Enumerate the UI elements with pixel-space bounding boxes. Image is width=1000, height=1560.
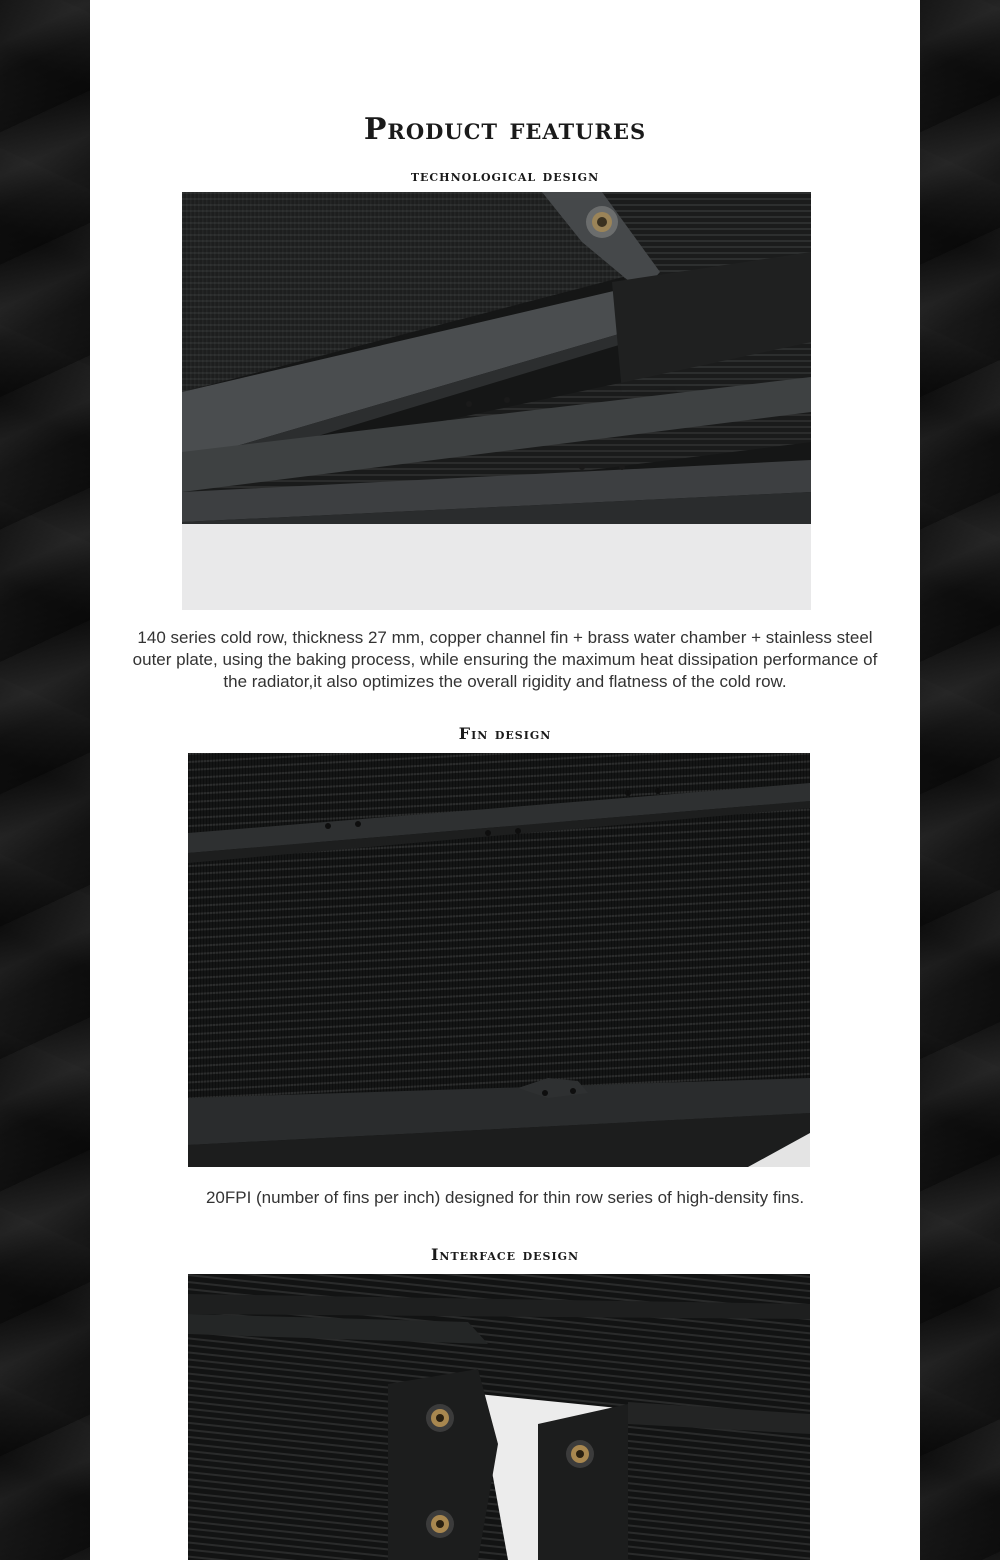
section-heading-fin: Fin design (458, 724, 552, 743)
section-description-fin: 20FPI (number of fins per inch) designed for thin row series of high-density fins. (205, 1188, 805, 1207)
radiator-fin-closeup-photo (188, 753, 810, 1167)
section-heading-interface: Interface design (430, 1245, 580, 1264)
content-page (90, 0, 920, 1560)
background-right-panel (920, 0, 1000, 1560)
section-description-technological: 140 series cold row, thickness 27 mm, copper channel fin + brass water chamber + stainless steel outer plate, using the baking process, while ensuring the maximum heat dissipation performance of the radiator,it also optimizes the overall rigidity and flatness of the cold row. (132, 628, 878, 691)
background-left-panel (0, 0, 90, 1560)
radiator-angled-stack-photo (182, 192, 811, 610)
page-title: Product features (363, 112, 647, 147)
section-heading-technological: technological design (410, 166, 600, 185)
radiator-ports-photo (188, 1274, 810, 1560)
